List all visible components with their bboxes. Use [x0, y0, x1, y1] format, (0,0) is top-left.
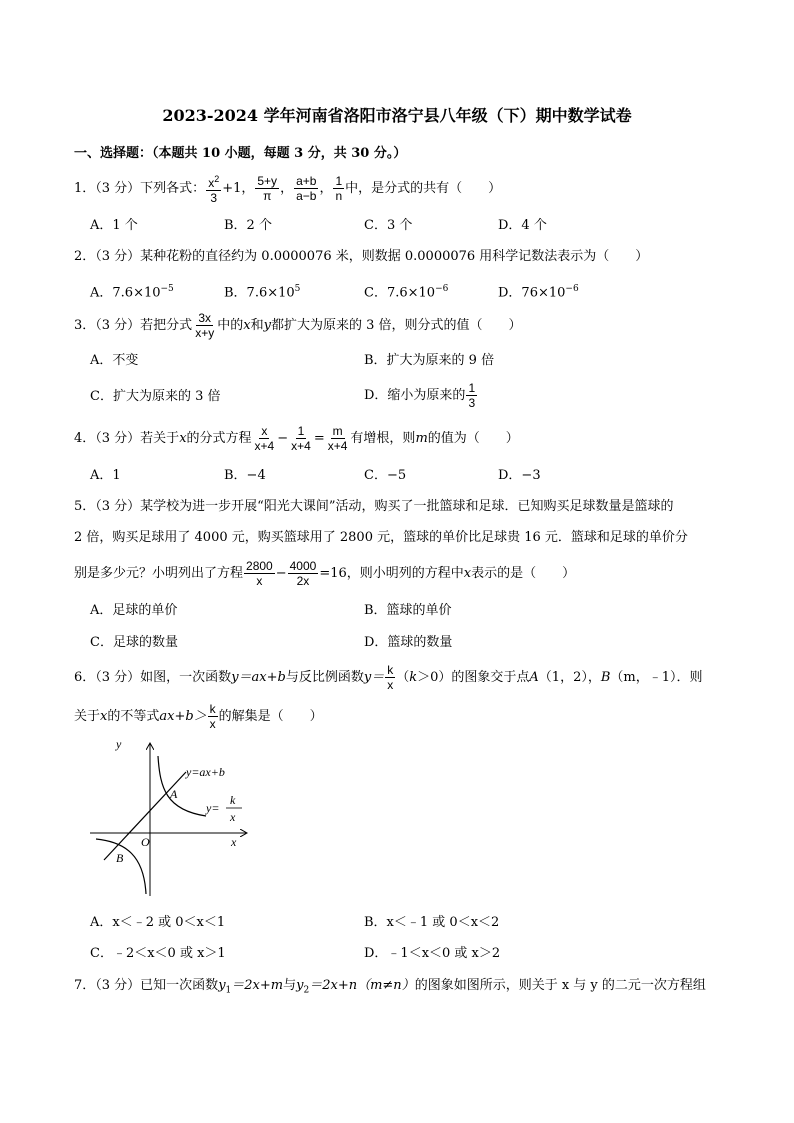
q7-mid: 与 — [283, 978, 297, 993]
q3-option-d — [364, 380, 478, 412]
q5-option-b: B．篮球的单价 — [364, 603, 452, 618]
q3-d-num: 1 — [468, 381, 476, 395]
graph-x-label: x — [231, 835, 237, 849]
q5-l3-mid: =16，则小明列的方程中 — [319, 566, 464, 581]
q6-option-c: C．﹣2＜x＜0 或 x＞1 — [90, 946, 226, 961]
q7-y1-sub: 1 — [225, 985, 232, 996]
q6-ineq-den: x — [209, 717, 216, 731]
q7-y2: y — [296, 978, 304, 993]
q6-cond-open: （ — [396, 670, 410, 685]
q4-mid: 的分式方程 — [186, 431, 252, 446]
q2-c-exp: −6 — [435, 284, 449, 294]
q5-f1-den: x — [256, 574, 263, 588]
question-7 — [74, 978, 706, 999]
q1-frac-3 — [294, 174, 318, 203]
q3-suffix: 都扩大为原来的 3 倍，则分式的值（ ） — [270, 318, 522, 333]
q6-l2-pre: 关于 — [74, 709, 101, 724]
q5-frac-1 — [244, 559, 275, 588]
q1-frac-2 — [255, 174, 279, 203]
q4-var-x: x — [179, 431, 187, 446]
q3-frac — [193, 311, 216, 340]
q3-prefix: 3．（3 分）若把分式 — [74, 318, 193, 333]
q1-prefix: 1．（3 分）下列各式： — [74, 181, 206, 196]
section-heading: 一、选择题：（本题共 10 小题，每题 3 分，共 30 分。） — [74, 146, 407, 161]
graph-origin-label: O — [141, 835, 150, 849]
q3-d-frac — [466, 381, 477, 410]
q5-f2-num: 4000 — [289, 559, 317, 573]
q5-frac-2 — [288, 559, 319, 588]
q1-f3-den: a−b — [296, 189, 317, 203]
q1-f4-den: n — [335, 189, 343, 203]
graph-hyperbola-k: k — [230, 793, 236, 807]
q3-option-c: C．扩大为原来的 3 倍 — [90, 389, 221, 404]
q7-y1: y — [218, 978, 226, 993]
q1-f4-num: 1 — [335, 174, 343, 188]
q4-eq: = — [313, 431, 325, 446]
q6-option-a: A．x＜﹣2 或 0＜x＜1 — [90, 915, 226, 930]
q7-pre: 7．（3 分）已知一次函数 — [74, 978, 219, 993]
hyperbola-branch-2 — [96, 839, 146, 894]
q6-l1-pre: 6．（3 分）如图，一次函数 — [74, 670, 232, 685]
q5-minus: − — [275, 566, 287, 581]
q3-var-y: y — [263, 318, 271, 333]
q2-option-a — [90, 281, 174, 301]
q2-d-base: D．76×10 — [498, 285, 566, 301]
q1-f1-tail: +1， — [222, 181, 255, 196]
q4-option-c: C．−5 — [364, 468, 407, 483]
q4-option-d: D．−3 — [498, 468, 541, 483]
graph-point-a: A — [170, 787, 178, 801]
q1-suffix: 中，是分式的共有（ ） — [345, 181, 502, 196]
q1-f3-num: a+b — [296, 174, 317, 188]
q6-frac-num: k — [387, 663, 394, 677]
q6-point-a-coord: （1，2）， — [538, 670, 601, 685]
q1-f1-den: 3 — [210, 191, 218, 205]
q4-var-m: m — [415, 431, 428, 446]
q6-cond-rest: ＞0）的图象交于点 — [417, 670, 530, 685]
q2-option-d — [498, 281, 579, 301]
q4-option-b: B．−4 — [224, 468, 266, 483]
question-4 — [74, 423, 519, 455]
q2-a-base: A．7.6×10 — [90, 285, 161, 301]
q4-f1-num: x — [261, 424, 268, 438]
q3-var-x: x — [243, 318, 251, 333]
question-2: 2．（3 分）某种花粉的直径约为 0.0000076 米，则数据 0.0000076 用科学记数法表示为（ ） — [74, 249, 649, 264]
q6-l2-mid: 的不等式 — [107, 709, 160, 724]
q5-var-x: x — [463, 566, 472, 581]
q5-option-d: D．篮球的数量 — [364, 635, 453, 650]
q2-b-base: B．7.6×10 — [224, 285, 295, 301]
q2-c-base: C．7.6×10 — [364, 285, 436, 301]
q2-option-c — [364, 281, 448, 301]
q6-line-1 — [74, 662, 703, 694]
q4-prefix: 4．（3 分）若关于 — [74, 431, 180, 446]
q4-minus: − — [277, 431, 289, 446]
q7-eq2: ＝2x+n（m≠n） — [309, 978, 415, 993]
q4-option-a: A．1 — [90, 468, 121, 483]
q6-inequality: ax+b＞ — [159, 709, 207, 724]
q5-option-a: A．足球的单价 — [90, 603, 178, 618]
graph-point-b: B — [116, 851, 124, 865]
q4-f2-den: x+4 — [291, 439, 311, 453]
q6-frac — [385, 663, 395, 692]
q1-f2-den: π — [263, 189, 272, 203]
q3-frac-den: x+y — [195, 326, 215, 340]
q6-frac-den: x — [387, 678, 394, 692]
q3-d-text: D．缩小为原来的 — [364, 388, 466, 403]
q4-mid2: 有增根，则 — [350, 431, 416, 446]
q5-line-2: 2 倍，购买足球用了 4000 元，购买篮球用了 2800 元，篮球的单价比足球贵 16 元．篮球和足球的单价分 — [74, 530, 688, 545]
q3-mid2: 和 — [250, 318, 264, 333]
q4-f3-den: x+4 — [327, 439, 348, 453]
q6-linear-func: y＝ax+b — [231, 670, 286, 685]
q6-f2-pre: y＝ — [363, 670, 385, 685]
q7-suffix: 的图象如图所示，则关于 x 与 y 的二元一次方程组 — [414, 978, 706, 993]
q6-graph — [86, 738, 256, 902]
q1-option-b: B．2 个 — [224, 218, 272, 233]
question-1: 1．（3 分）下列各式： $\frac{x^2}{3}$ +1， $\frac{5+y}{\pi}$ ， $\frac{a+b}{a-b}$ ， $\frac{1}{n}$ 中，是分式的共有（ ） — [74, 174, 502, 205]
q4-frac-3 — [326, 424, 350, 453]
q6-point-a: A — [529, 670, 539, 685]
q1-option-d: D．4 个 — [498, 218, 547, 233]
q4-frac-1 — [253, 424, 277, 453]
q1-frac-4 — [333, 174, 344, 203]
q7-y2-sub: 2 — [303, 985, 310, 996]
page-title: 2023-2024 学年河南省洛阳市洛宁县八年级（下）期中数学试卷 — [162, 106, 632, 125]
q6-var-x: x — [100, 709, 108, 724]
q6-var-k: k — [409, 670, 418, 685]
q6-point-b: B — [600, 670, 611, 685]
q2-option-b — [224, 281, 300, 301]
q6-l1-mid: 与反比例函数 — [285, 670, 364, 685]
q3-mid1: 中的 — [217, 318, 244, 333]
q2-d-exp: −6 — [565, 284, 579, 294]
q6-line-2 — [74, 701, 323, 733]
graph-line-label: y=ax+b — [186, 765, 225, 779]
graph-y-label: y — [116, 738, 122, 751]
q6-option-d: D．﹣1＜x＜0 或 x＞2 — [364, 946, 501, 961]
q6-ineq-frac — [208, 702, 218, 731]
q1-f1-num: x — [208, 176, 215, 190]
q1-f2-num: 5+y — [257, 174, 278, 188]
q6-ineq-num: k — [209, 702, 216, 716]
q5-option-c: C．足球的数量 — [90, 635, 178, 650]
graph-hyperbola-label: y= — [206, 801, 220, 815]
q5-f2-den: 2x — [296, 574, 310, 588]
q2-a-exp: −5 — [160, 284, 174, 294]
q1-option-a: A．1 个 — [90, 218, 138, 233]
q6-option-b: B．x＜﹣1 或 0＜x＜2 — [364, 915, 500, 930]
graph-hyperbola-x: x — [230, 810, 236, 824]
q4-suffix: 的值为（ ） — [427, 431, 519, 446]
question-3 — [74, 310, 521, 342]
q4-f3-num: m — [332, 424, 343, 438]
q7-eq1: ＝2x+m — [231, 978, 284, 993]
q3-d-den: 3 — [468, 396, 476, 410]
q3-frac-num: 3x — [198, 311, 212, 325]
q5-f1-num: 2800 — [246, 559, 273, 573]
q4-frac-2 — [289, 424, 313, 453]
q1-frac-1 — [206, 172, 221, 205]
q5-line-3 — [74, 557, 575, 591]
q3-option-b: B．扩大为原来的 9 倍 — [364, 353, 495, 368]
q4-f1-den: x+4 — [254, 439, 275, 453]
q1-option-c: C．3 个 — [364, 218, 413, 233]
q5-l3-suffix: 表示的是（ ） — [471, 566, 576, 581]
q6-point-b-coord: （m，﹣1）．则 — [610, 670, 703, 685]
q1-f1-exp: 2 — [214, 174, 220, 184]
q2-b-exp: 5 — [294, 284, 301, 294]
q6-l2-suffix: 的解集是（ ） — [218, 709, 323, 724]
q5-line-1: 5．（3 分）某学校为进一步开展“阳光大课间”活动，购买了一批篮球和足球．已知购买足球数量是篮球的 — [74, 499, 674, 514]
q5-l3-pre: 别是多少元？小明列出了方程 — [74, 566, 244, 581]
q4-f2-num: 1 — [297, 424, 305, 438]
q3-option-a: A．不变 — [90, 353, 139, 368]
